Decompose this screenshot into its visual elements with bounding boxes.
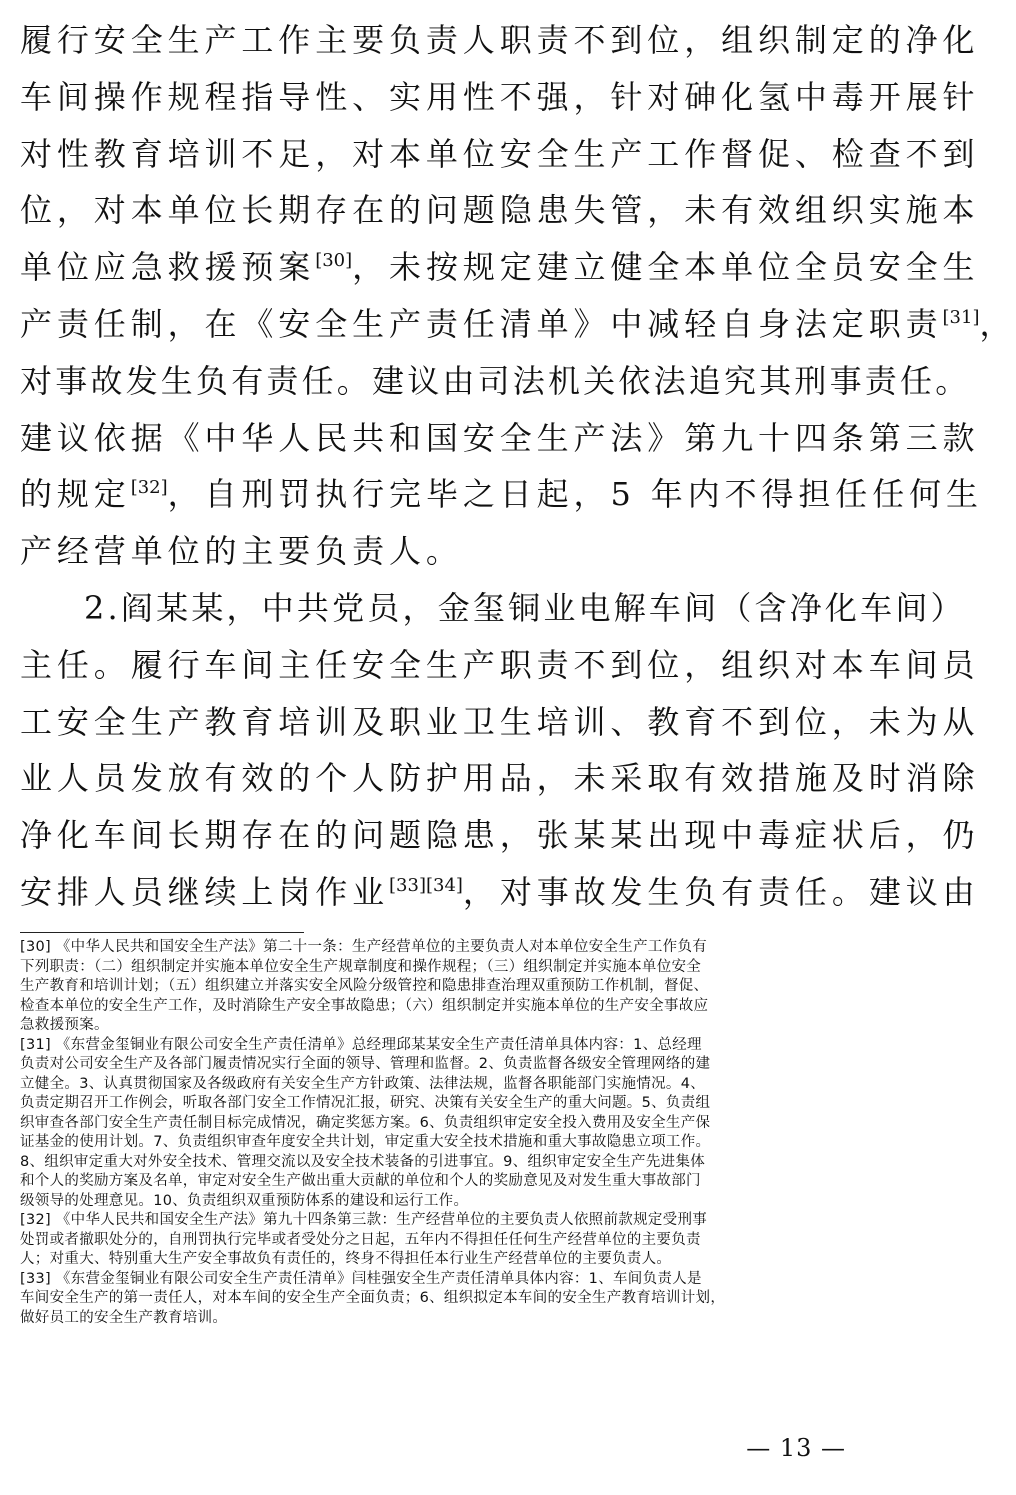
footnote-line: [31] 《东营金玺铜业有限公司安全生产责任清单》总经理邱某某安全生产责任清单具体内容：1、总经理 xyxy=(20,1036,702,1053)
footnote-line: 证基金的使用计划。7、负责组织审查年度安全共计划，审定重大安全技术措施和重大事故隐患立项工作。 xyxy=(20,1134,711,1150)
paragraph-line: 履行安全生产工作主要负责人职责不到位，组织制定的净化 xyxy=(20,21,980,59)
text-segment: ，未按规定建立健全本单位全员安全生 xyxy=(352,248,980,287)
footnote-line: 负责定期召开工作例会，听取各部门安全工作情况汇报，研究、决策有关安全生产的重大问题。5、负责组 xyxy=(20,1095,711,1111)
paragraph-line: 主任。履行车间主任安全生产职责不到位，组织对本车间员 xyxy=(20,645,980,684)
footnote-line: [32] 《中华人民共和国安全生产法》第九十四条第三款：生产经营单位的主要负责人依照前款规定受刑事 xyxy=(20,1212,708,1228)
text-segment: 安排人员继续上岗作业 xyxy=(20,872,390,911)
page-number: — 13 — xyxy=(746,1434,846,1462)
paragraph-line: 净化车间长期存在的问题隐患，张某某出现中毒症状后，仍 xyxy=(20,816,980,855)
paragraph-line: 业人员发放有效的个人防护用品，未采取有效措施及时消除 xyxy=(20,759,980,798)
paragraph-line xyxy=(20,466,983,523)
footnote-separator xyxy=(20,932,304,933)
paragraph-line: 对性教育培训不足，对本单位安全生产工作督促、检查不到 xyxy=(20,134,980,173)
paragraph-line xyxy=(20,864,980,921)
text-segment: ，自刑罚执行完毕之日起，5 年内不得担任任何生 xyxy=(167,475,983,514)
text-segment: ， xyxy=(979,304,1016,343)
footnote-line: 织审查各部门安全生产责任制目标完成情况，确定奖惩方案。6、负责组织审定安全投入费用及安全生产保 xyxy=(20,1114,711,1131)
footnote-line: 下列职责：（二）组织制定并实施本单位安全生产规章制度和操作规程；（三）组织制定并实施本单位安全 xyxy=(20,958,702,975)
paragraph-line: 车间操作规程指导性、实用性不强，针对砷化氢中毒开展针 xyxy=(20,77,980,116)
paragraph-line xyxy=(20,239,980,296)
footnote-line: 急救援预案。 xyxy=(20,1017,109,1033)
footnote-line: 人；对重大、特别重大生产安全事故负有责任的，终身不得担任本行业生产经营单位的主要负责人。 xyxy=(20,1251,672,1267)
footnote-line: 级领导的处理意见。10、负责组织双重预防体系的建设和运行工作。 xyxy=(20,1192,469,1209)
footnote-ref-31[interactable]: [31] xyxy=(942,306,980,328)
footnote-line: 车间安全生产的第一责任人，对本车间的安全生产全面负责；6、组织拟定本车间的安全生产教育培训计划， xyxy=(20,1290,726,1306)
paragraph-line: 位，对本单位长期存在的问题隐患失管，未有效组织实施本 xyxy=(20,191,980,230)
paragraph-line: 建议依据《中华人民共和国安全生产法》第九十四条第三款 xyxy=(20,418,980,457)
footnote-line: 8、组织审定重大对外安全技术、管理交流以及安全技术装备的引进事宜。9、组织审定安全生产先进集体 xyxy=(20,1153,706,1170)
paragraph-line: 工安全生产教育培训及职业卫生培训、教育不到位，未为从 xyxy=(20,702,980,741)
footnote-ref-33[interactable]: [33] xyxy=(389,874,426,896)
paragraph-line: 对事故发生负有责任。建议由司法机关依法追究其刑事责任。 xyxy=(20,361,971,400)
footnote-line: [30] 《中华人民共和国安全生产法》第二十一条：生产经营单位的主要负责人对本单位安全生产工作负有 xyxy=(20,939,708,955)
paragraph-line: 2.阎某某，中共党员，金玺铜业电解车间（含净化车间） xyxy=(84,588,966,627)
paragraph-line xyxy=(20,296,1016,353)
footnote-ref-34[interactable]: [34] xyxy=(425,874,463,896)
footnote-line: 立健全。3、认真贯彻国家及各级政府有关安全生产方针政策、法律法规，监督各职能部门实施情况。4、 xyxy=(20,1075,706,1092)
footnote-line: 检查本单位的安全生产工作，及时消除生产安全事故隐患；（六）组织制定并实施本单位的生产安全事故应 xyxy=(20,997,709,1014)
text-segment: 产责任制，在《安全生产责任清单》中减轻自身法定职责 xyxy=(20,304,943,343)
text-segment: ，对事故发生负有责任。建议由 xyxy=(462,872,980,911)
footnote-line: 和个人的奖励方案及名单，审定对安全生产做出重大贡献的单位和个人的奖励意见及对发生重大事故部门 xyxy=(20,1173,701,1189)
text-segment: 单位应急救援预案 xyxy=(20,248,316,287)
footnote-line: 生产教育和培训计划；（五）组织建立并落实安全风险分级管控和隐患排查治理双重预防工作机制，督促、 xyxy=(20,978,709,994)
footnote-line: 处罚或者撤职处分的，自刑罚执行完毕或者受处分之日起，五年内不得担任任何生产经营单位的主要负责 xyxy=(20,1231,701,1248)
text-segment: 的规定 xyxy=(20,475,131,514)
footnote-ref-32[interactable]: [32] xyxy=(130,477,168,499)
footnote-line: 负责对公司安全生产及各部门履责情况实行全面的领导、管理和监督。2、负责监督各级安全管理网络的建 xyxy=(20,1056,711,1072)
footnote-ref-30[interactable]: [30] xyxy=(315,250,353,272)
paragraph-line: 产经营单位的主要负责人。 xyxy=(20,532,463,571)
footnote-line: [33] 《东营金玺铜业有限公司安全生产责任清单》闫桂强安全生产责任清单具体内容：1、车间负责人是 xyxy=(20,1270,702,1287)
footnote-line: 做好员工的安全生产教育培训。 xyxy=(20,1309,228,1326)
body-text xyxy=(20,12,1016,921)
footnotes xyxy=(20,938,856,1328)
